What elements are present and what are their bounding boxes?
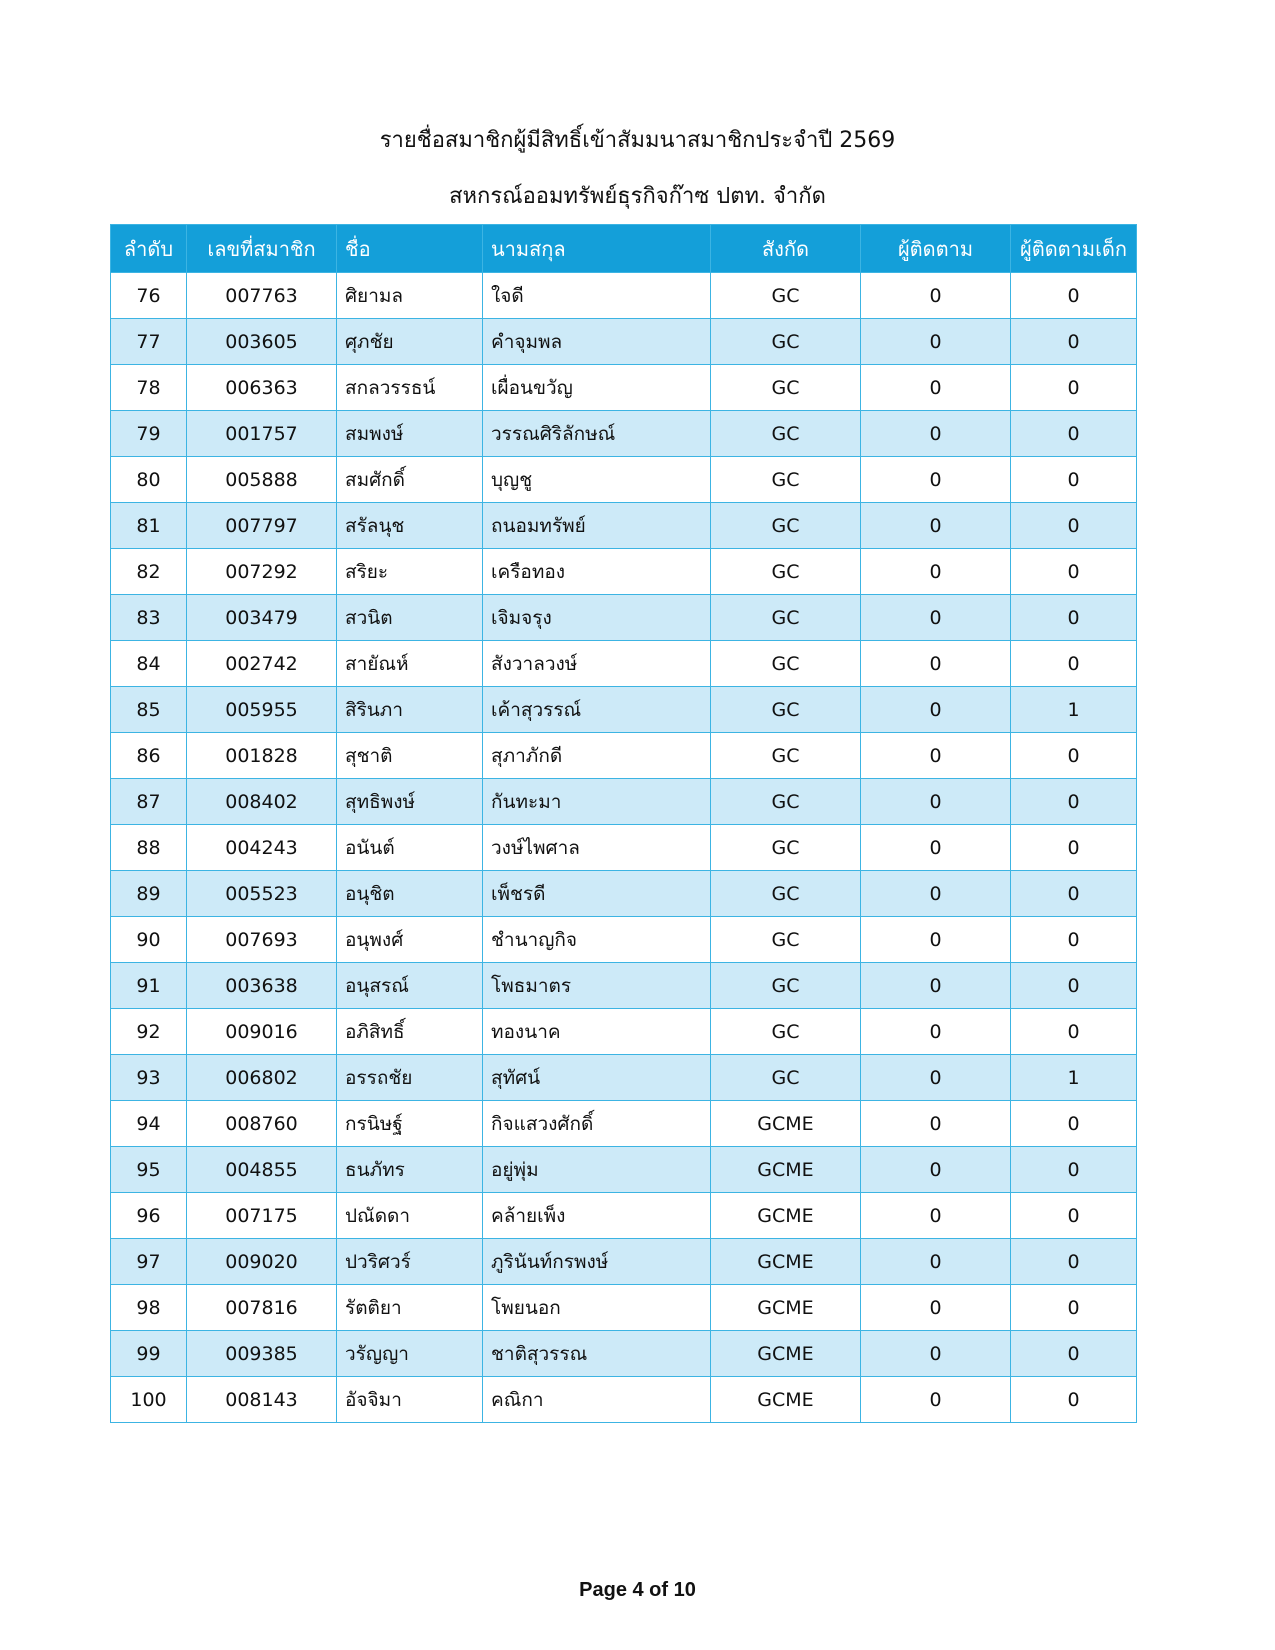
table-row <box>111 1331 1137 1377</box>
cell-child-followers: 1 <box>1011 1055 1137 1101</box>
cell-child-followers: 0 <box>1011 917 1137 963</box>
cell-affiliation: GC <box>711 1009 861 1055</box>
cell-followers: 0 <box>861 871 1011 917</box>
cell-last-name: เครือทอง <box>483 549 711 595</box>
cell-child-followers: 0 <box>1011 1239 1137 1285</box>
cell-child-followers: 0 <box>1011 641 1137 687</box>
cell-last-name: ถนอมทรัพย์ <box>483 503 711 549</box>
cell-member-id: 004243 <box>187 825 337 871</box>
cell-first-name: สมศักดิ์ <box>337 457 483 503</box>
cell-last-name: สังวาลวงษ์ <box>483 641 711 687</box>
table-row <box>111 319 1137 365</box>
cell-first-name: ธนภัทร <box>337 1147 483 1193</box>
cell-last-name: สุทัศน์ <box>483 1055 711 1101</box>
cell-followers: 0 <box>861 503 1011 549</box>
cell-index: 92 <box>111 1009 187 1055</box>
header-member-id: เลขที่สมาชิก <box>187 225 337 273</box>
cell-first-name: กรนิษฐ์ <box>337 1101 483 1147</box>
cell-followers: 0 <box>861 273 1011 319</box>
cell-last-name: โพธมาตร <box>483 963 711 1009</box>
cell-affiliation: GC <box>711 503 861 549</box>
cell-last-name: คณิกา <box>483 1377 711 1423</box>
cell-last-name: ใจดี <box>483 273 711 319</box>
page-number: Page 4 of 10 <box>579 1579 696 1601</box>
table-row <box>111 917 1137 963</box>
cell-last-name: วรรณศิริลักษณ์ <box>483 411 711 457</box>
header-first-name: ชื่อ <box>337 225 483 273</box>
cell-index: 78 <box>111 365 187 411</box>
table-row <box>111 871 1137 917</box>
cell-child-followers: 0 <box>1011 779 1137 825</box>
cell-affiliation: GC <box>711 457 861 503</box>
cell-affiliation: GC <box>711 733 861 779</box>
table-row <box>111 503 1137 549</box>
cell-member-id: 003605 <box>187 319 337 365</box>
cell-member-id: 002742 <box>187 641 337 687</box>
document-title: รายชื่อสมาชิกผู้มีสิทธิ์เข้าสัมมนาสมาชิกประจำปี 2569 <box>379 128 896 153</box>
cell-index: 77 <box>111 319 187 365</box>
cell-index: 88 <box>111 825 187 871</box>
table-row <box>111 687 1137 733</box>
table-row <box>111 1101 1137 1147</box>
cell-first-name: อัจจิมา <box>337 1377 483 1423</box>
cell-first-name: สกลวรรธน์ <box>337 365 483 411</box>
cell-index: 89 <box>111 871 187 917</box>
table-header-row <box>111 225 1137 273</box>
table-row <box>111 1193 1137 1239</box>
table-body <box>111 273 1137 1423</box>
cell-followers: 0 <box>861 1055 1011 1101</box>
cell-affiliation: GCME <box>711 1239 861 1285</box>
cell-index: 97 <box>111 1239 187 1285</box>
cell-followers: 0 <box>861 1285 1011 1331</box>
cell-affiliation: GCME <box>711 1331 861 1377</box>
cell-member-id: 007797 <box>187 503 337 549</box>
cell-affiliation: GC <box>711 549 861 595</box>
cell-followers: 0 <box>861 457 1011 503</box>
cell-index: 81 <box>111 503 187 549</box>
cell-child-followers: 0 <box>1011 319 1137 365</box>
cell-member-id: 009020 <box>187 1239 337 1285</box>
cell-member-id: 009385 <box>187 1331 337 1377</box>
cell-first-name: สิรินภา <box>337 687 483 733</box>
cell-index: 94 <box>111 1101 187 1147</box>
cell-child-followers: 0 <box>1011 871 1137 917</box>
cell-followers: 0 <box>861 1239 1011 1285</box>
cell-affiliation: GC <box>711 641 861 687</box>
table-row <box>111 1285 1137 1331</box>
cell-last-name: เค้าสุวรรณ์ <box>483 687 711 733</box>
cell-child-followers: 0 <box>1011 733 1137 779</box>
table-row <box>111 963 1137 1009</box>
cell-child-followers: 0 <box>1011 411 1137 457</box>
cell-member-id: 007763 <box>187 273 337 319</box>
cell-member-id: 007292 <box>187 549 337 595</box>
cell-index: 86 <box>111 733 187 779</box>
cell-child-followers: 0 <box>1011 1285 1137 1331</box>
cell-member-id: 003479 <box>187 595 337 641</box>
cell-child-followers: 0 <box>1011 1009 1137 1055</box>
cell-affiliation: GC <box>711 963 861 1009</box>
cell-first-name: อนันต์ <box>337 825 483 871</box>
cell-member-id: 006802 <box>187 1055 337 1101</box>
cell-member-id: 003638 <box>187 963 337 1009</box>
cell-first-name: สุชาติ <box>337 733 483 779</box>
cell-child-followers: 0 <box>1011 1377 1137 1423</box>
cell-child-followers: 0 <box>1011 825 1137 871</box>
cell-child-followers: 0 <box>1011 273 1137 319</box>
cell-index: 76 <box>111 273 187 319</box>
table-row <box>111 365 1137 411</box>
cell-member-id: 001828 <box>187 733 337 779</box>
cell-index: 98 <box>111 1285 187 1331</box>
cell-affiliation: GC <box>711 871 861 917</box>
cell-first-name: อนุสรณ์ <box>337 963 483 1009</box>
cell-first-name: ศิยามล <box>337 273 483 319</box>
header-last-name: นามสกุล <box>483 225 711 273</box>
table-row <box>111 273 1137 319</box>
cell-first-name: ศุภชัย <box>337 319 483 365</box>
cell-affiliation: GCME <box>711 1101 861 1147</box>
cell-index: 95 <box>111 1147 187 1193</box>
cell-member-id: 008143 <box>187 1377 337 1423</box>
table-row <box>111 457 1137 503</box>
cell-index: 79 <box>111 411 187 457</box>
cell-member-id: 001757 <box>187 411 337 457</box>
cell-followers: 0 <box>861 365 1011 411</box>
cell-index: 84 <box>111 641 187 687</box>
cell-child-followers: 1 <box>1011 687 1137 733</box>
cell-last-name: ภูรินันท์กรพงษ์ <box>483 1239 711 1285</box>
cell-index: 100 <box>111 1377 187 1423</box>
table-row <box>111 1009 1137 1055</box>
table-row <box>111 1147 1137 1193</box>
cell-affiliation: GC <box>711 687 861 733</box>
cell-affiliation: GC <box>711 779 861 825</box>
cell-affiliation: GC <box>711 595 861 641</box>
cell-followers: 0 <box>861 779 1011 825</box>
cell-last-name: โพยนอก <box>483 1285 711 1331</box>
cell-affiliation: GCME <box>711 1193 861 1239</box>
table-row <box>111 1239 1137 1285</box>
cell-index: 83 <box>111 595 187 641</box>
cell-member-id: 007816 <box>187 1285 337 1331</box>
table-row <box>111 595 1137 641</box>
cell-member-id: 005523 <box>187 871 337 917</box>
cell-index: 93 <box>111 1055 187 1101</box>
cell-followers: 0 <box>861 917 1011 963</box>
cell-affiliation: GCME <box>711 1285 861 1331</box>
cell-affiliation: GCME <box>711 1147 861 1193</box>
cell-followers: 0 <box>861 411 1011 457</box>
cell-first-name: อนุพงศ์ <box>337 917 483 963</box>
cell-last-name: เจิมจรุง <box>483 595 711 641</box>
cell-index: 80 <box>111 457 187 503</box>
cell-first-name: วรัญญา <box>337 1331 483 1377</box>
cell-followers: 0 <box>861 1331 1011 1377</box>
cell-member-id: 004855 <box>187 1147 337 1193</box>
cell-followers: 0 <box>861 1101 1011 1147</box>
cell-first-name: สริยะ <box>337 549 483 595</box>
cell-first-name: อรรถชัย <box>337 1055 483 1101</box>
header-child-followers: ผู้ติดตามเด็ก <box>1011 225 1137 273</box>
cell-followers: 0 <box>861 733 1011 779</box>
cell-first-name: ปณัดดา <box>337 1193 483 1239</box>
cell-last-name: คำจุมพล <box>483 319 711 365</box>
cell-first-name: รัตติยา <box>337 1285 483 1331</box>
cell-affiliation: GC <box>711 365 861 411</box>
cell-first-name: อนุชิต <box>337 871 483 917</box>
cell-affiliation: GCME <box>711 1377 861 1423</box>
cell-affiliation: GC <box>711 1055 861 1101</box>
cell-member-id: 007175 <box>187 1193 337 1239</box>
cell-followers: 0 <box>861 549 1011 595</box>
cell-child-followers: 0 <box>1011 503 1137 549</box>
cell-member-id: 007693 <box>187 917 337 963</box>
cell-followers: 0 <box>861 687 1011 733</box>
cell-last-name: สุภาภักดี <box>483 733 711 779</box>
cell-last-name: เผื่อนขวัญ <box>483 365 711 411</box>
cell-last-name: บุญชู <box>483 457 711 503</box>
cell-followers: 0 <box>861 1193 1011 1239</box>
cell-member-id: 008760 <box>187 1101 337 1147</box>
cell-followers: 0 <box>861 595 1011 641</box>
cell-affiliation: GC <box>711 917 861 963</box>
header-followers: ผู้ติดตาม <box>861 225 1011 273</box>
document-subtitle: สหกรณ์ออมทรัพย์ธุรกิจก๊าซ ปตท. จำกัด <box>449 184 826 209</box>
cell-first-name: ปวริศวร์ <box>337 1239 483 1285</box>
cell-child-followers: 0 <box>1011 1101 1137 1147</box>
cell-followers: 0 <box>861 1009 1011 1055</box>
cell-affiliation: GC <box>711 273 861 319</box>
table-row <box>111 1377 1137 1423</box>
cell-affiliation: GC <box>711 411 861 457</box>
cell-first-name: สมพงษ์ <box>337 411 483 457</box>
cell-member-id: 005888 <box>187 457 337 503</box>
cell-member-id: 006363 <box>187 365 337 411</box>
cell-followers: 0 <box>861 1147 1011 1193</box>
table-row <box>111 733 1137 779</box>
table-row <box>111 641 1137 687</box>
table-row <box>111 779 1137 825</box>
cell-child-followers: 0 <box>1011 595 1137 641</box>
cell-first-name: สุทธิพงษ์ <box>337 779 483 825</box>
cell-child-followers: 0 <box>1011 457 1137 503</box>
cell-last-name: กิจแสวงศักดิ์ <box>483 1101 711 1147</box>
cell-index: 85 <box>111 687 187 733</box>
cell-followers: 0 <box>861 319 1011 365</box>
cell-index: 82 <box>111 549 187 595</box>
cell-last-name: ชาติสุวรรณ <box>483 1331 711 1377</box>
cell-member-id: 008402 <box>187 779 337 825</box>
cell-index: 96 <box>111 1193 187 1239</box>
cell-last-name: เพ็ชรดี <box>483 871 711 917</box>
cell-last-name: อยู่พุ่ม <box>483 1147 711 1193</box>
cell-index: 90 <box>111 917 187 963</box>
cell-first-name: อภิสิทธิ์ <box>337 1009 483 1055</box>
cell-index: 99 <box>111 1331 187 1377</box>
cell-last-name: กันทะมา <box>483 779 711 825</box>
cell-followers: 0 <box>861 963 1011 1009</box>
cell-last-name: วงษ์ไพศาล <box>483 825 711 871</box>
cell-affiliation: GC <box>711 825 861 871</box>
cell-followers: 0 <box>861 825 1011 871</box>
cell-child-followers: 0 <box>1011 1331 1137 1377</box>
cell-first-name: สรัลนุช <box>337 503 483 549</box>
cell-last-name: คล้ายเพ็ง <box>483 1193 711 1239</box>
cell-member-id: 009016 <box>187 1009 337 1055</box>
cell-last-name: ทองนาค <box>483 1009 711 1055</box>
header-affiliation: สังกัด <box>711 225 861 273</box>
cell-member-id: 005955 <box>187 687 337 733</box>
members-table <box>110 224 1137 1423</box>
cell-child-followers: 0 <box>1011 365 1137 411</box>
cell-child-followers: 0 <box>1011 1193 1137 1239</box>
header-index: ลำดับ <box>111 225 187 273</box>
cell-first-name: สายัณห์ <box>337 641 483 687</box>
table-row <box>111 549 1137 595</box>
cell-index: 91 <box>111 963 187 1009</box>
cell-child-followers: 0 <box>1011 1147 1137 1193</box>
table-row <box>111 825 1137 871</box>
cell-index: 87 <box>111 779 187 825</box>
table-row <box>111 411 1137 457</box>
cell-last-name: ชำนาญกิจ <box>483 917 711 963</box>
cell-followers: 0 <box>861 641 1011 687</box>
cell-child-followers: 0 <box>1011 549 1137 595</box>
table-row <box>111 1055 1137 1101</box>
cell-affiliation: GC <box>711 319 861 365</box>
cell-followers: 0 <box>861 1377 1011 1423</box>
cell-child-followers: 0 <box>1011 963 1137 1009</box>
cell-first-name: สวนิต <box>337 595 483 641</box>
